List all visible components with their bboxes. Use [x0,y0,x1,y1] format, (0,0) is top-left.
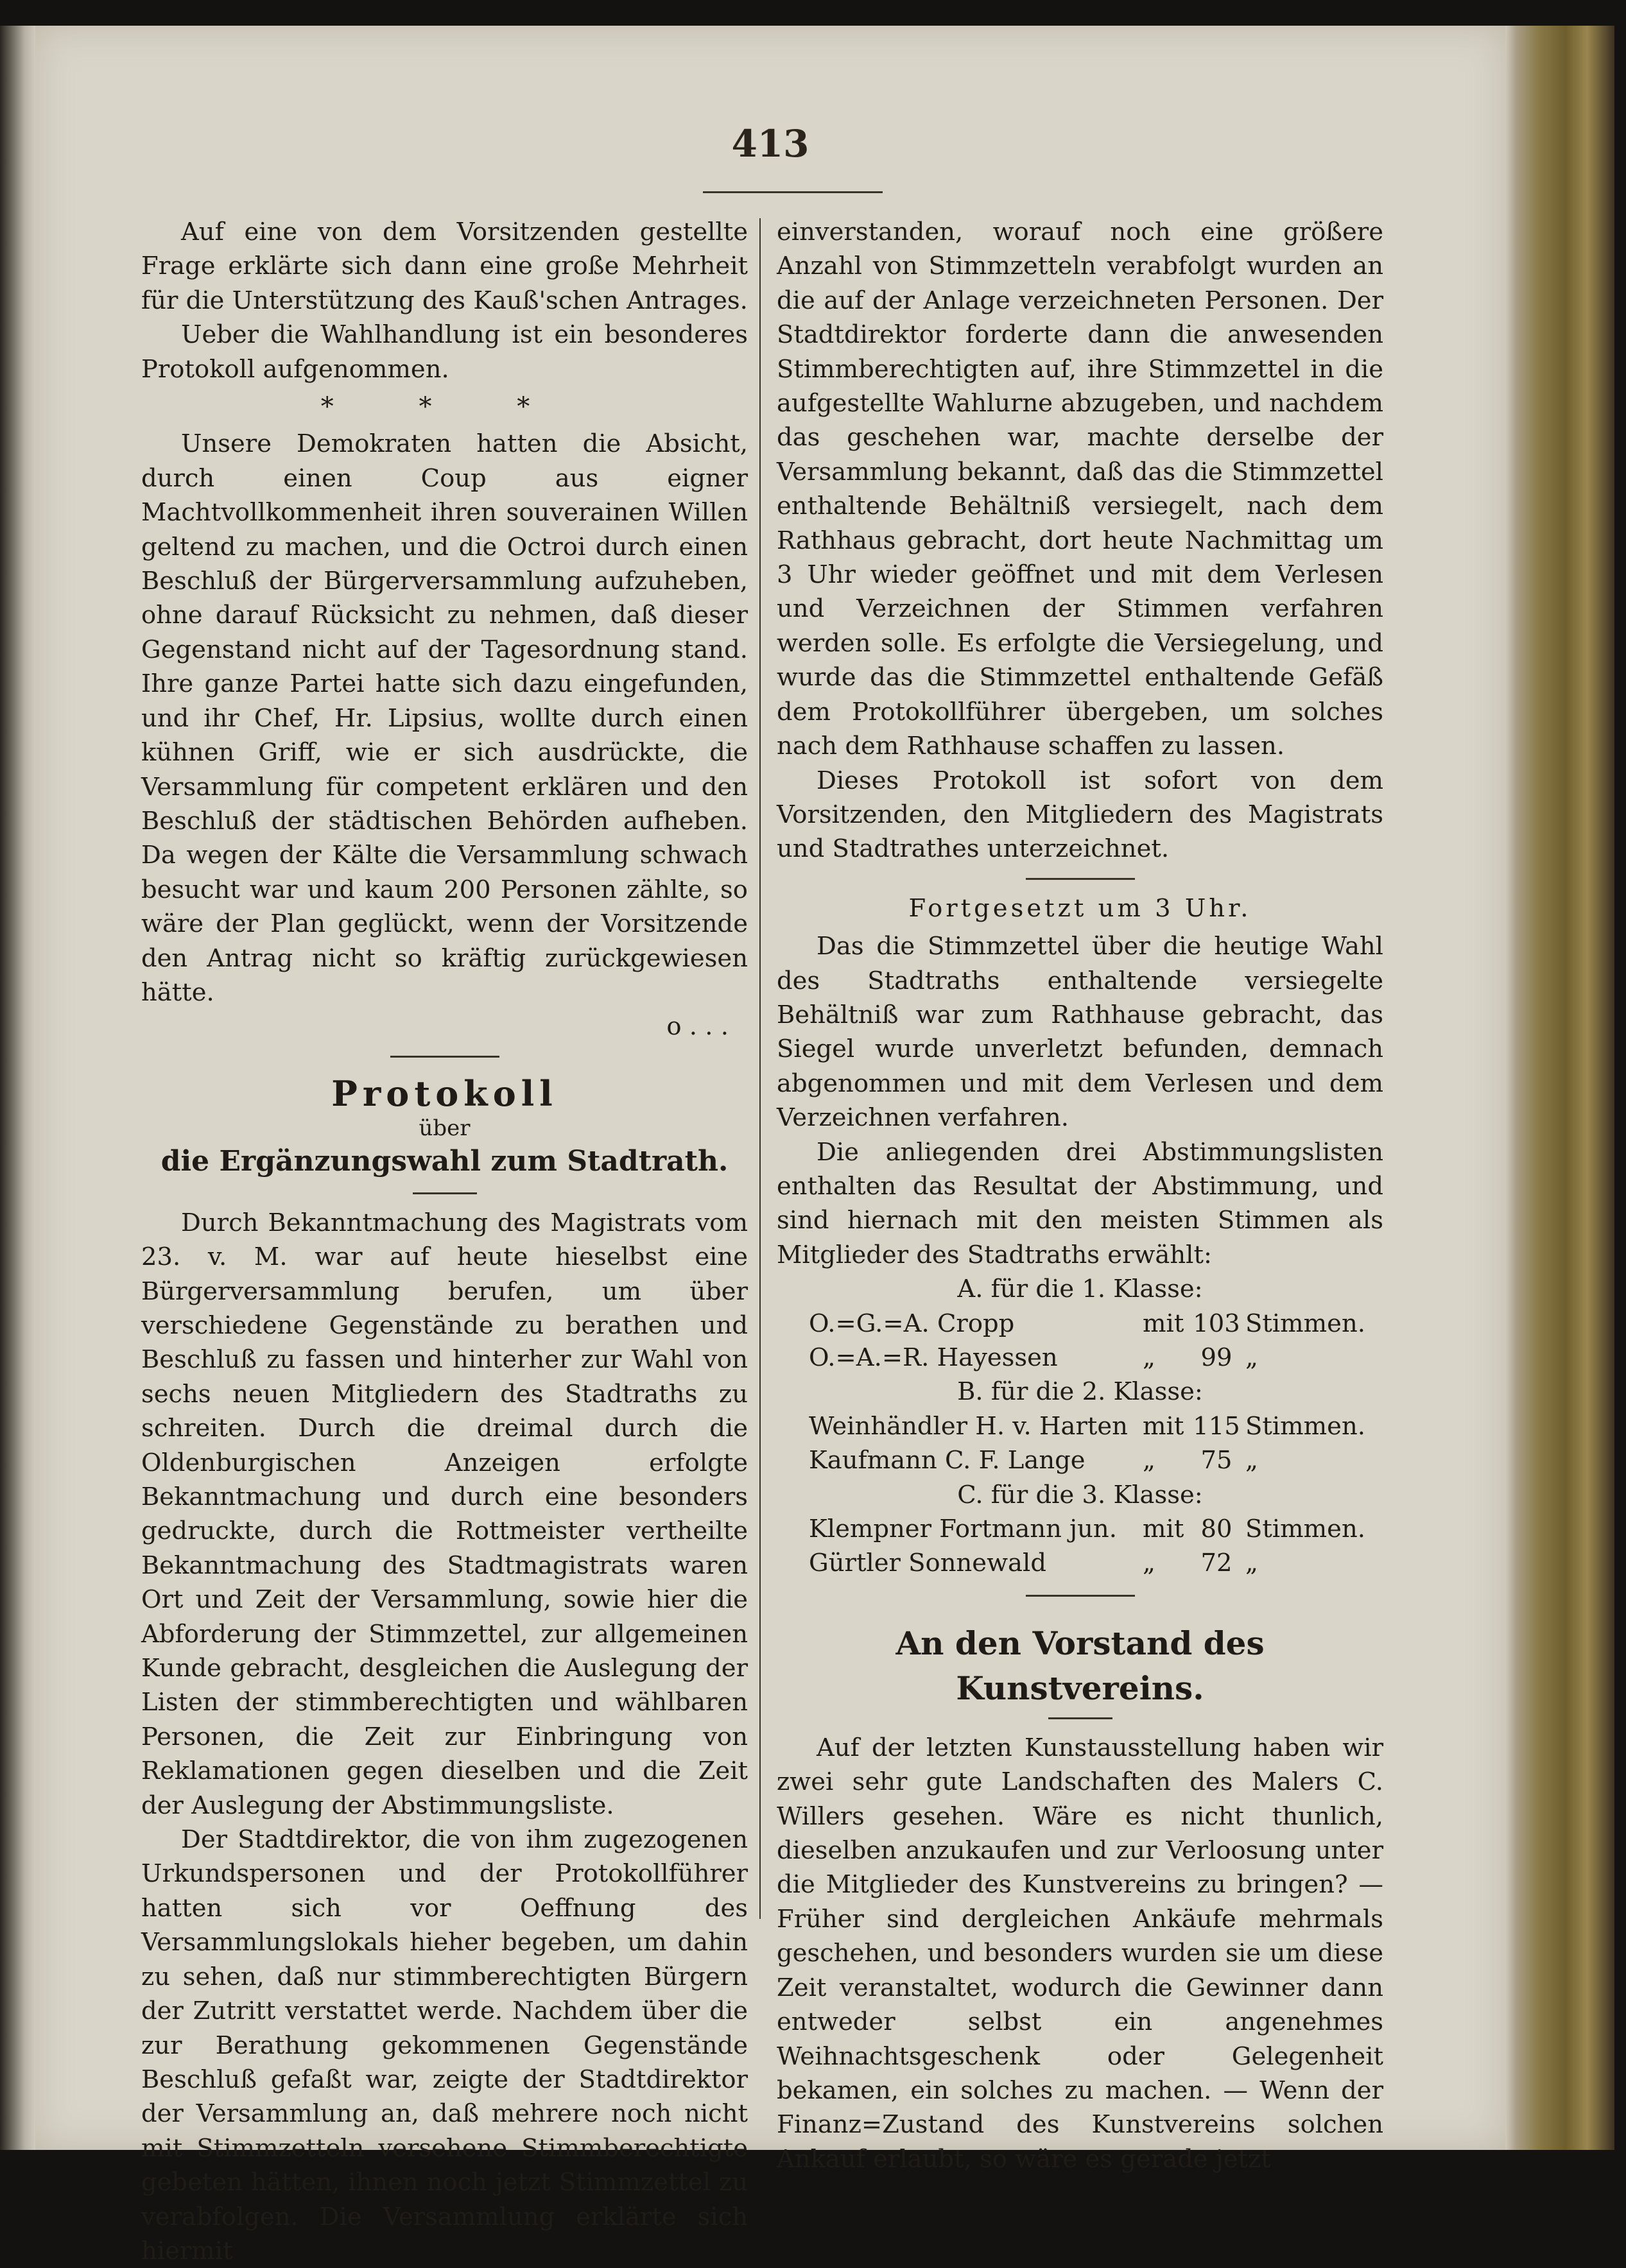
article-heading: An den Vorstand des Kunstvereins. [895,1624,1265,1707]
vote-count: 115 [1193,1411,1240,1441]
vote-unit: Stimmen. [1245,1309,1365,1338]
separator-rule [1026,1595,1135,1597]
result-prefix: „ [1143,1549,1155,1578]
continuation-heading: Fortgesetzt um 3 Uhr. [908,893,1252,923]
separator-rule [390,1056,499,1058]
vote-unit: Stimmen. [1245,1515,1365,1544]
vote-count: 99 [1200,1343,1232,1372]
page-number: 413 [731,122,809,166]
result-prefix: mit [1143,1515,1184,1544]
section-stars: * * * [320,392,569,422]
left-column [141,215,748,2268]
result-row [777,1307,1383,1341]
vote-unit: „ [1245,1549,1258,1578]
protocol-heading: Protokoll [331,1072,558,1114]
candidate-name: Gürtler Sonnewald [809,1549,1046,1578]
class-label: B. für die 2. Klasse: [957,1377,1203,1407]
separator-rule [1048,1717,1112,1719]
page-sheet [35,26,1505,2265]
paragraph: Auf eine von dem Vorsitzenden gestellte Frage erklärte sich dann eine große Mehrheit für die Unterstützung des Kauß'schen Antrages. [141,218,748,315]
right-column [777,215,1383,2176]
paragraph: Das die Stimmzettel über die heutige Wahl des Stadtraths enthaltende versiegelte Behältniß war zum Rathhause gebracht, das Siegel wurde unverletzt befunden, demnach abgenommen und mit dem Verlesen und dem Verzeichnen verfahren. [777,932,1383,1133]
paragraph: Dieses Protokoll ist sofort von dem Vorsitzenden, den Mitgliedern des Magistrats und Stadtrathes unterzeichnet. [777,766,1383,864]
election-results [777,1272,1383,1581]
paragraph: Ueber die Wahlhandlung ist ein besonderes Protokoll aufgenommen. [141,320,748,384]
result-row [777,1341,1383,1375]
header-rule [703,191,883,193]
separator-rule [1026,878,1135,880]
paragraph: Auf der letzten Kunstausstellung haben wir zwei sehr gute Landschaften des Malers C. Willers gesehen. Wäre es nicht thunlich, dieselben anzukaufen und zur Verloosung unter die Mitglieder des Kunstvereins zu bringen? — Früher sind dergleichen Ankäufe mehrmals geschehen, und besonders wurden sie um diese Zeit veranstaltet, wodurch die Gewinner dann entweder selbst ein angenehmes Weihnachtsgeschenk oder Gelegenheit bekamen, ein solches zu machen. — Wenn der Finanz=Zustand des Kunstvereins solchen Ankauf erlaubt, so wäre es gerade jetzt [777,1733,1383,2174]
vote-count: 80 [1200,1515,1232,1544]
vote-unit: Stimmen. [1245,1411,1365,1441]
column-divider [759,218,761,1919]
class-label: A. für die 1. Klasse: [957,1275,1203,1304]
candidate-name: O.=G.=A. Cropp [809,1309,1015,1338]
vote-unit: „ [1245,1343,1258,1372]
right-page-edge [1505,26,1614,2150]
result-row [777,1546,1383,1580]
paragraph: Die anliegenden drei Abstimmungslisten enthalten das Resultat der Abstimmung, und sind hiernach mit den meisten Stimmen als Mitglieder des Stadtraths erwählt: [777,1137,1383,1269]
paragraph: Der Stadtdirektor, die von ihm zugezogenen Urkundspersonen und der Protokollführer hatten sich vor Oeffnung des Versammlungslokals hieher begeben, um dahin zu sehen, daß nur stimmberechtigten Bürgern der Zutritt verstattet werde. Nachdem über die zur Berathung gekommenen Gegenstände Beschluß gefaßt war, zeigte der Stadtdirektor der Versammlung an, daß mehrere noch nicht mit Stimmzetteln versehene Stimmberechtigte gebeten hätten, ihnen noch jetzt Stimmzettel zu verabfolgen. Die Versammlung erklärte sich hiermit [141,1825,748,2265]
candidate-name: O.=A.=R. Hayessen [809,1343,1058,1372]
paragraph: einverstanden, worauf noch eine größere Anzahl von Stimmzetteln verabfolgt wurden an die auf der Anlage verzeichneten Personen. Der Stadtdirektor forderte dann die anwesenden Stimmberechtigten auf, ihre Stimmzettel in die aufgestellte Wahlurne abzugeben, und nachdem das geschehen war, machte derselbe der Versammlung bekannt, daß das die Stimmzettel enthaltende Behältniß versiegelt, nach dem Rathhaus gebracht, dort heute Nachmittag um 3 Uhr wieder geöffnet und mit dem Verlesen und Verzeichnen der Stimmen verfahren werden solle. Es erfolgte die Versiegelung, und wurde das die Stimmzettel enthaltende Gefäß dem Protokollführer übergeben, um solches nach dem Rathhause schaffen zu lassen. [777,218,1383,761]
result-prefix: „ [1143,1343,1155,1372]
result-row [777,1409,1383,1443]
paragraph: Unsere Demokraten hatten die Absicht, durch einen Coup aus eigner Machtvollkommenheit ihren souverainen Willen geltend zu machen, und die Octroi durch einen Beschluß der Bürgerversammlung aufzuheben, ohne darauf Rücksicht zu nehmen, daß dieser Gegenstand nicht auf der Tagesordnung stand. Ihre ganze Partei hatte sich dazu eingefunden, und ihr Chef, Hr. Lipsius, wollte durch einen kühnen Griff, wie er sich ausdrückte, die Versammlung für competent erklären und den Beschluß der städtischen Behörden aufheben. Da wegen der Kälte die Versammlung schwach besucht war und kaum 200 Personen zählte, so wäre der Plan geglückt, wenn der Vorsitzende den Antrag nicht so kräftig zurückgewiesen hätte. [141,429,748,1007]
vote-unit: „ [1245,1446,1258,1475]
result-prefix: „ [1143,1446,1155,1475]
result-prefix: mit [1143,1411,1184,1441]
left-margin-shadow [0,26,35,2150]
vote-count: 103 [1193,1309,1240,1338]
separator-rule [413,1192,477,1194]
candidate-name: Kaufmann C. F. Lange [809,1446,1085,1475]
result-row [777,1512,1383,1546]
result-prefix: mit [1143,1309,1184,1338]
result-row [777,1443,1383,1477]
vote-count: 75 [1200,1446,1232,1475]
author-signature: o . . . [666,1012,729,1042]
candidate-name: Weinhändler H. v. Harten [809,1411,1128,1441]
class-label: C. für die 3. Klasse: [957,1480,1203,1509]
protocol-title: die Ergänzungswahl zum Stadtrath. [160,1144,729,1178]
candidate-name: Klempner Fortmann jun. [809,1515,1117,1544]
protocol-subheading: über [419,1115,471,1141]
paragraph: Durch Bekanntmachung des Magistrats vom 23. v. M. war auf heute hieselbst eine Bürgerversammlung berufen, um über verschiedene Gegenstände zu berathen und Beschluß zu fassen und hinterher zur Wahl von sechs neuen Mitgliedern des Stadtraths zu schreiten. Durch die dreimal durch die Oldenburgischen Anzeigen erfolgte Bekanntmachung und durch eine besonders gedruckte, durch die Rottmeister vertheilte Bekanntmachung des Stadtmagistrats waren Ort und Zeit der Versammlung, sowie hier die Abforderung der Stimmzettel, zur allgemeinen Kunde gebracht, desgleichen die Auslegung der Listen der stimmberechtigten und wählbaren Personen, die Zeit zur Einbringung von Reklamationen gegen dieselben und die Zeit der Auslegung der Abstimmungsliste. [141,1208,748,1820]
vote-count: 72 [1200,1549,1232,1578]
